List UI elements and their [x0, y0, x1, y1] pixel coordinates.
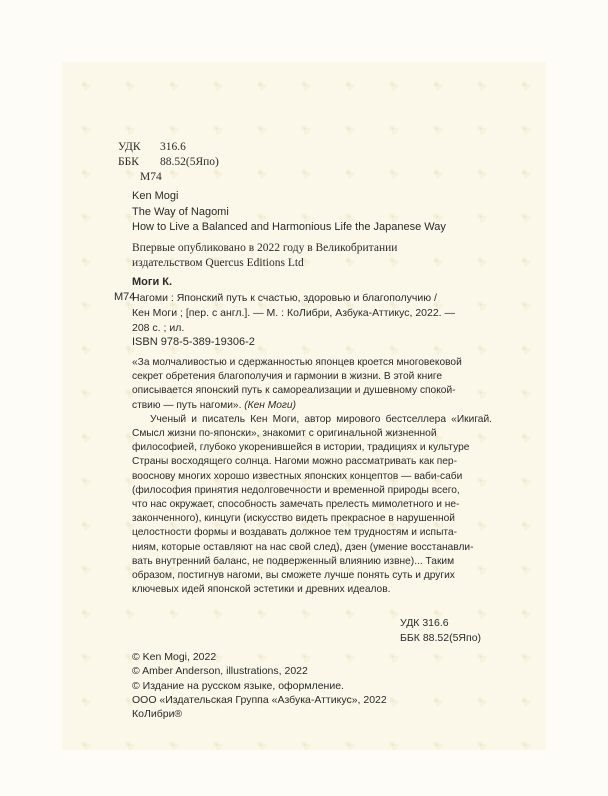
- annotation-body-line: образом, постигнув нагоми, вы сможете лучше понять суть и других: [132, 570, 455, 582]
- copyright-line: © Издание на русском языке, оформление.: [132, 679, 344, 692]
- classification-block: [118, 140, 219, 185]
- annotation-body-line: Страны восходящего солнца. Нагоми можно рассматривать как пер-: [132, 456, 457, 468]
- annotation-body-line: философией, глубоко укоренившейся в истории, традициях и культуре: [132, 442, 470, 454]
- annotation-quote-end: [132, 399, 492, 413]
- cutter-code: М74: [140, 171, 162, 183]
- bbk-label: ББК: [118, 156, 139, 168]
- annotation-body-line: что нас окружает, способность замечать прелесть мимолетного и не-: [132, 499, 460, 511]
- annotation-body-line: вать внутренний баланс, не подверженный влиянию извне)... Таким: [132, 555, 455, 567]
- english-author: Ken Mogi: [132, 190, 179, 202]
- english-subtitle: How to Live a Balanced and Harmonious Life the Japanese Way: [132, 221, 446, 233]
- bbk-right: ББК 88.52(5Япо): [400, 631, 482, 644]
- copyright-line: КоЛибри®: [132, 708, 183, 721]
- udk-value: 316.6: [160, 141, 186, 153]
- first-published-line: издательством Quercus Editions Ltd: [132, 257, 304, 269]
- copyright-block: [132, 650, 387, 721]
- first-published-note: [132, 241, 397, 271]
- annotation-body-line: (философия принятия недолговечности и временной природы всего,: [132, 484, 460, 496]
- copyright-line: © Ken Mogi, 2022: [132, 651, 217, 663]
- bib-line: 208 с. ; ил.: [132, 322, 185, 334]
- first-published-line: Впервые опубликовано в 2022 году в Великобритании: [132, 242, 398, 254]
- classification-right: [400, 616, 481, 645]
- annotation-quote-last: ствию — путь нагоми».: [132, 399, 242, 411]
- isbn: ISBN 978-5-389-19306-2: [132, 336, 255, 348]
- annotation-quote-line: «За молчаливостью и сдержанностью японцев кроется многовековой: [132, 357, 462, 368]
- annotation: [132, 356, 492, 597]
- udk-right: УДК 316.6: [400, 617, 449, 629]
- copyright-line: © Amber Anderson, illustrations, 2022: [132, 665, 308, 678]
- copyright-line: ООО «Издательская Группа «Азбука-Аттикус», 2022: [132, 693, 387, 706]
- annotation-body-line: целостности формы и воздавать должное тем трудностям и испыта-: [132, 527, 458, 539]
- english-title: The Way of Nagomi: [132, 205, 229, 218]
- annotation-quote-author: (Кен Моги): [244, 399, 296, 411]
- annotation-quote-line: описывается японский путь к самореализации и душевному спокой-: [132, 385, 456, 397]
- bibliographic-description: [132, 291, 492, 336]
- annotation-quote-line: секрет обретения благополучия и гармонии в жизни. В этой книге: [132, 371, 443, 383]
- annotation-body-line: ниям, которые оставляют на нас свой след), дзен (умение восстанавли-: [132, 541, 474, 553]
- annotation-body-line: ключевых идей японской эстетики и древних идеалов.: [132, 584, 391, 596]
- bbk-value: 88.52(5Япо): [160, 156, 219, 168]
- bib-cutter: М74: [114, 291, 136, 303]
- annotation-body-line: вооснову многих хорошо известных японских концептов — ваби-саби: [132, 470, 463, 482]
- bib-line: Кен Моги ; [пер. с англ.]. — М. : КоЛибри, Азбука-Аттикус, 2022. —: [132, 307, 456, 319]
- bib-author: Моги К.: [132, 276, 173, 288]
- english-title-block: [132, 189, 446, 236]
- annotation-body-line: Ученый и писатель Кен Моги, автор мирового бестселлера «Икигай. Смысл жизни по-японски», знакомит с оригинальной жизненной: [132, 413, 492, 440]
- annotation-body-line: законченного), кинцуги (искусство видеть прекрасное в нарушенной: [132, 513, 455, 525]
- udk-label: УДК: [118, 141, 141, 153]
- bib-line: Нагоми : Японский путь к счастью, здоровью и благополучию /: [132, 292, 437, 304]
